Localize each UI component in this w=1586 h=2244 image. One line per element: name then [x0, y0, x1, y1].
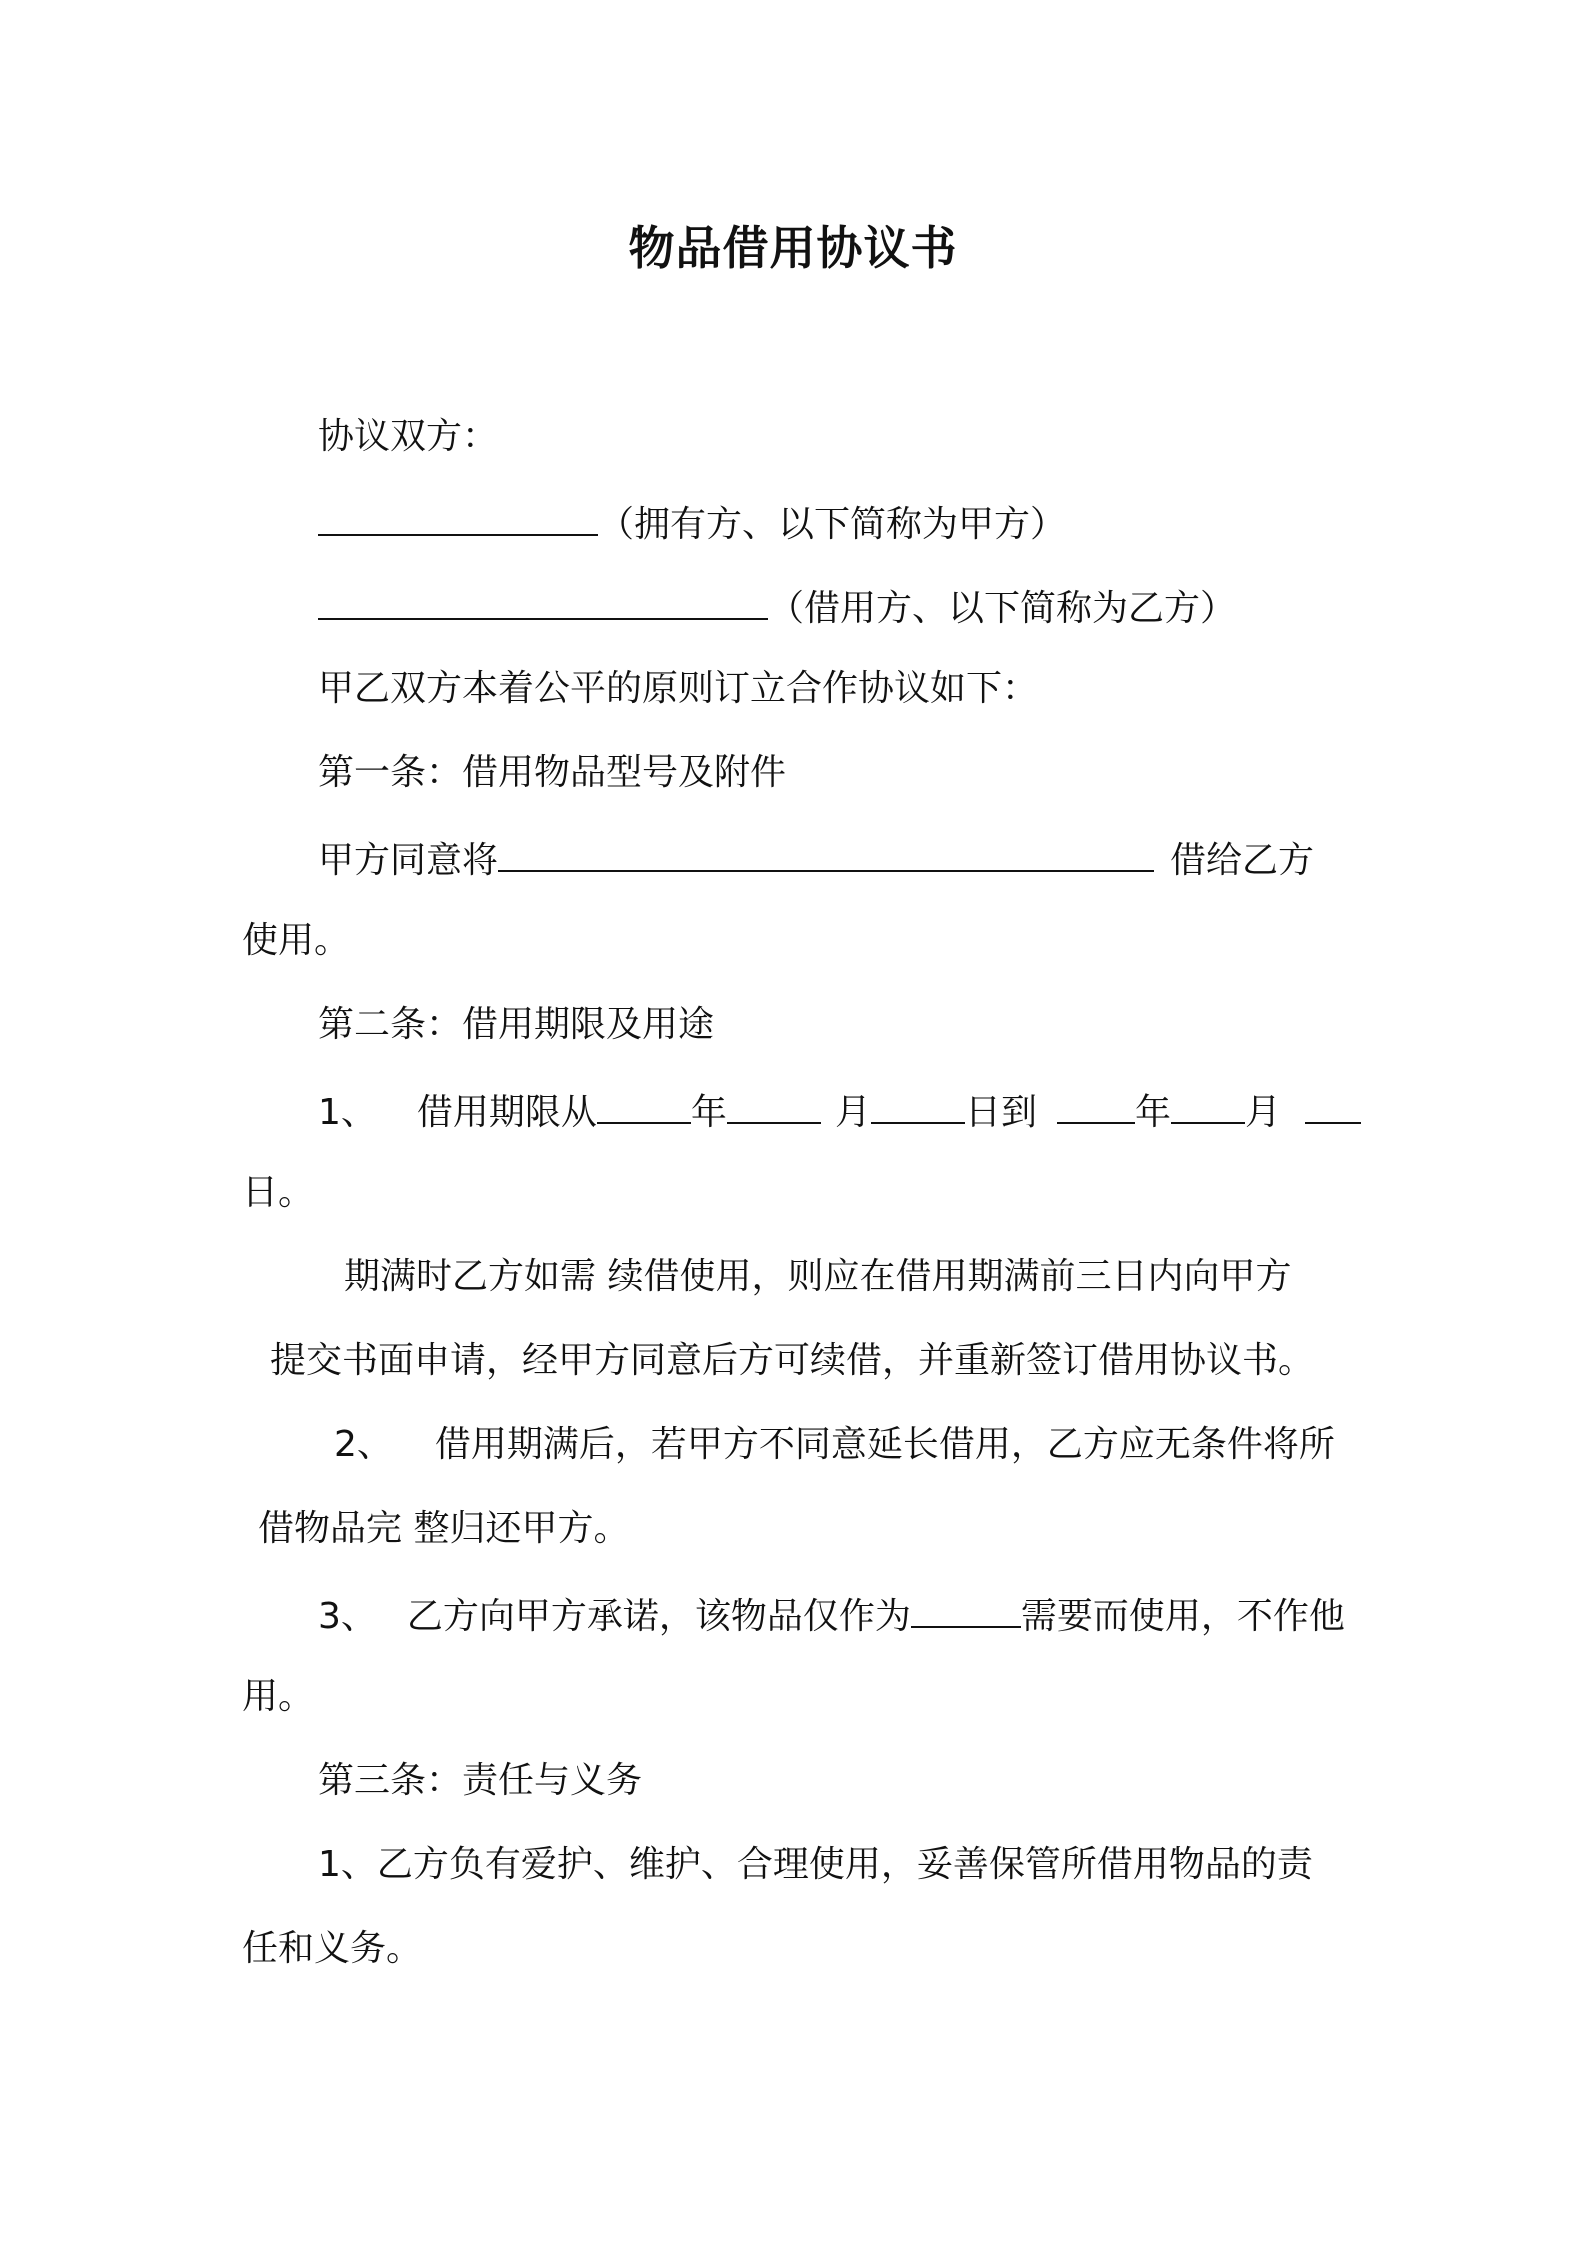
- article1-line1-end: 借给乙方: [1170, 840, 1315, 881]
- article2-heading: 第二条：借用期限及用途: [318, 1004, 715, 1045]
- parties-heading: 协议双方：: [318, 416, 499, 457]
- party-a-note: （拥有方、以下简称为甲方）: [598, 504, 1067, 545]
- article2-item3-end: 需要而使用，不作他: [1020, 1596, 1345, 1637]
- renewal-line1: 期满时乙方如需 续借使用，则应在借用期满前三日内向甲方: [344, 1256, 1292, 1297]
- article2-item1-number: 1、: [318, 1092, 377, 1133]
- party-b-blank[interactable]: [318, 580, 768, 620]
- end-day-blank[interactable]: [1305, 1084, 1361, 1124]
- article2-item2-line2: 借物品完 整归还甲方。: [258, 1508, 630, 1549]
- end-year-label: 年: [1134, 1092, 1171, 1133]
- article2-item2-number: 2、: [334, 1424, 393, 1465]
- article2-item1-from: 借用期限从: [416, 1092, 597, 1133]
- article2-item3-start: 乙方向甲方承诺，该物品仅作为: [406, 1596, 911, 1637]
- article3-item1-line1: 1、乙方负有爱护、维护、合理使用，妥善保管所借用物品的责: [318, 1844, 1313, 1885]
- start-month-blank[interactable]: [727, 1084, 821, 1124]
- article2-item3-line2: 用。: [242, 1676, 315, 1717]
- renewal-line2: 提交书面申请，经甲方同意后方可续借，并重新签订借用协议书。: [270, 1340, 1315, 1381]
- start-year-label: 年: [690, 1092, 727, 1133]
- article2-item2-line1: [334, 1420, 1335, 1470]
- purpose-blank[interactable]: [911, 1588, 1021, 1628]
- article1-line1: [318, 832, 1314, 886]
- item-blank[interactable]: [498, 832, 1154, 872]
- party-a-blank[interactable]: [318, 496, 598, 536]
- article2-item1-line2: 日。: [242, 1172, 315, 1213]
- party-b-line: [318, 580, 1236, 634]
- start-month-label: 月: [834, 1092, 871, 1133]
- preamble: 甲乙双方本着公平的原则订立合作协议如下：: [318, 668, 1039, 709]
- article2-item1-line1: [318, 1084, 1361, 1138]
- start-year-blank[interactable]: [597, 1084, 691, 1124]
- article2-item3-line1: [318, 1588, 1345, 1642]
- end-year-blank[interactable]: [1057, 1084, 1135, 1124]
- document-title: 物品借用协议书: [628, 221, 958, 275]
- end-month-label: 月: [1244, 1092, 1281, 1133]
- article3-heading: 第三条：责任与义务: [318, 1760, 643, 1801]
- article1-heading: 第一条：借用物品型号及附件: [318, 752, 787, 793]
- party-b-note: （借用方、以下简称为乙方）: [768, 588, 1237, 629]
- article1-line1-start: 甲方同意将: [318, 840, 499, 881]
- article2-item2-text: 借用期满后，若甲方不同意延长借用，乙方应无条件将所: [434, 1424, 1335, 1465]
- article2-item3-number: 3、: [318, 1596, 377, 1637]
- article3-item1-line2: 任和义务。: [242, 1928, 423, 1969]
- article1-line2: 使用。: [242, 920, 351, 961]
- start-day-to-label: 日到: [964, 1092, 1037, 1133]
- start-day-blank[interactable]: [871, 1084, 965, 1124]
- end-month-blank[interactable]: [1171, 1084, 1245, 1124]
- party-a-line: [318, 496, 1066, 550]
